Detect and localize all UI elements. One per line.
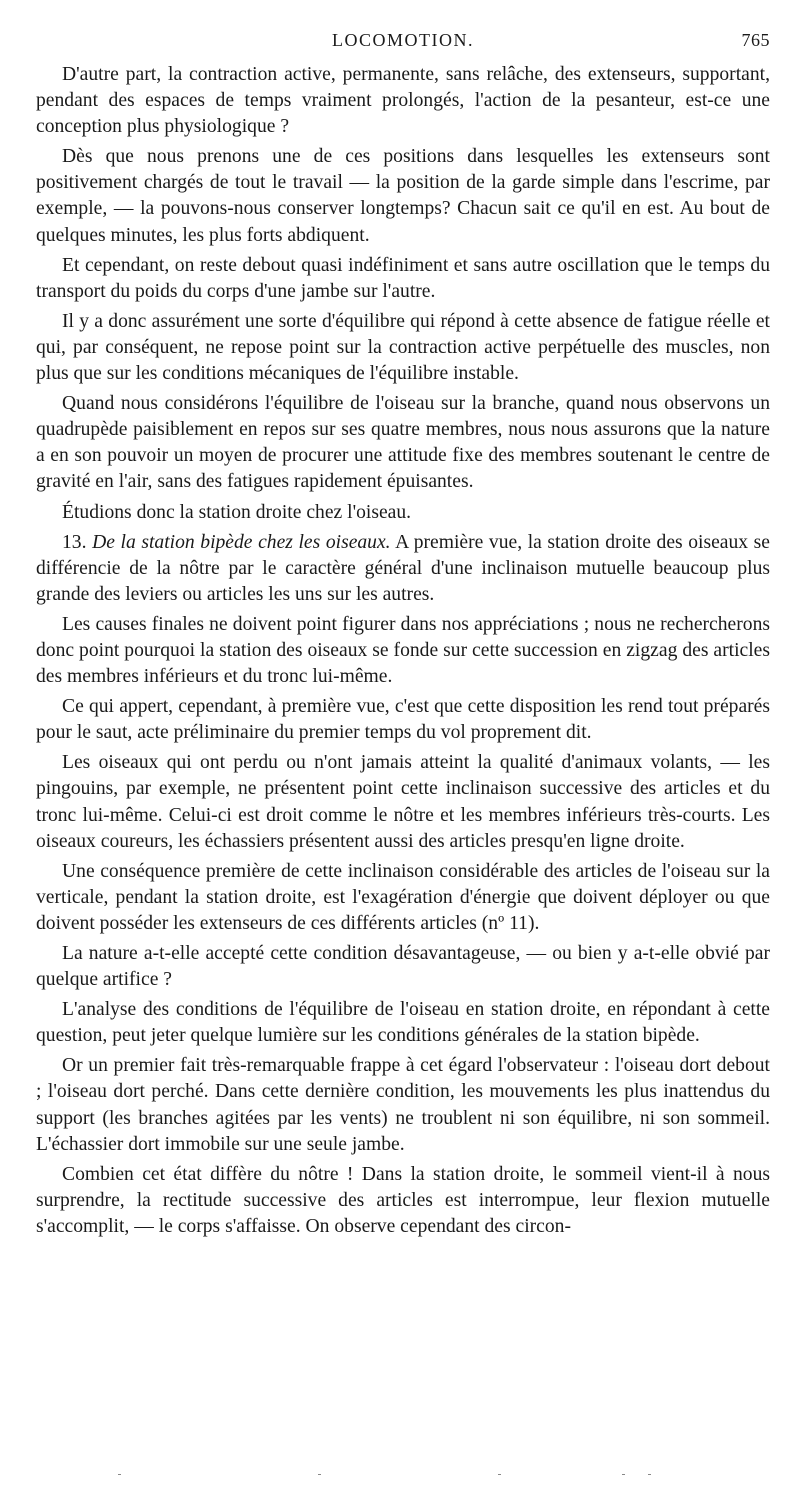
scan-specks <box>0 1474 800 1480</box>
paragraph: L'analyse des conditions de l'équilibre de l'oiseau en station droite, en répondant à cette question, peut jeter quelque lumière sur les conditions générales de la station bipède. <box>36 999 770 1047</box>
paragraph: Ce qui appert, cependant, à première vue, c'est que cette disposition les rend tout préparés pour le saut, acte préliminaire du premier temps du vol proprement dit. <box>36 696 770 744</box>
paragraph: Étudions donc la station droite chez l'oiseau. <box>62 501 412 523</box>
paragraph: Combien cet état diffère du nôtre ! Dans la station droite, le sommeil vient-il à nous surprendre, la rectitude successive des articles est interrompue, leur flexion mutuelle s'accomplit, — le corps s'affaisse. On observe cependant des circon- <box>36 1163 770 1237</box>
scan-speck <box>118 1474 121 1475</box>
body-text <box>36 62 770 1240</box>
section-paragraph <box>36 530 770 608</box>
running-title: LOCOMOTION. <box>332 30 474 50</box>
scan-speck <box>498 1474 501 1475</box>
paragraph: Et cependant, on reste debout quasi indéfiniment et sans autre oscillation que le temps du transport du poids du corps d'une jambe sur l'autre. <box>36 254 770 302</box>
paragraph: Or un premier fait très-remarquable frappe à cet égard l'observateur : l'oiseau dort debout ; l'oiseau dort perché. Dans cette dernière condition, les mouvements les plus inattendus du support (les branches agitées par les vents) ne troublent ni son équilibre, ni son sommeil. L'échassier dort immobile sur une seule jambe. <box>36 1055 770 1155</box>
section-title: De la station bipède chez les oiseaux. <box>92 531 391 553</box>
page-header <box>36 30 770 56</box>
scan-speck <box>318 1474 321 1475</box>
page-number: 765 <box>741 30 770 50</box>
paragraph: Il y a donc assurément une sorte d'équilibre qui répond à cette absence de fatigue réelle et qui, par conséquent, ne repose point sur la contraction active perpétuelle des muscles, non plus que sur les conditions mécaniques de l'équilibre instable. <box>36 310 770 385</box>
book-page <box>36 30 770 1244</box>
section-number: 13. <box>62 531 87 553</box>
section-text: A première vue, la station droite des oiseaux se différencie de la nôtre par le caractère général d'une inclinaison mutuelle beaucoup plus grande des leviers ou articles les uns sur les autres. <box>36 531 770 605</box>
scan-speck <box>648 1474 651 1475</box>
paragraph: Les causes finales ne doivent point figurer dans nos appréciations ; nous ne rechercherons donc point pourquoi la station des oiseaux se fonde sur cette succession en zigzag des articles des membres inférieurs et du tronc lui-même. <box>36 613 770 688</box>
paragraph: Dès que nous prenons une de ces positions dans lesquelles les extenseurs sont positivement chargés de tout le travail — la position de la garde simple dans l'escrime, par exemple, — la pouvons-nous conserver longtemps? Chacun sait ce qu'il en est. Au bout de quelques minutes, les plus forts abdiquent. <box>36 146 770 246</box>
paragraph: Quand nous considérons l'équilibre de l'oiseau sur la branche, quand nous observons un quadrupède paisiblement en repos sur ses quatre membres, nous nous assurons que la nature a en son pouvoir un moyen de procurer une attitude fixe des membres soutenant le centre de gravité en l'air, sans des fatigues rapidement épuisantes. <box>36 393 770 493</box>
paragraph: Les oiseaux qui ont perdu ou n'ont jamais atteint la qualité d'animaux volants, — les pingouins, par exemple, ne présentent point cette inclinaison successive des articles et du tronc lui-même. Celui-ci est droit comme le nôtre et les membres inférieurs très-courts. Les oiseaux coureurs, les échassiers présentent aussi des articles presqu'en ligne droite. <box>36 752 770 852</box>
paragraph: Une conséquence première de cette inclinaison considérable des articles de l'oiseau sur la verticale, pendant la station droite, est l'exagération d'énergie que doivent déployer ou que doivent posséder les extenseurs de ces différents articles (nº 11). <box>36 860 770 934</box>
scan-speck <box>622 1474 625 1475</box>
paragraph: La nature a-t-elle accepté cette condition désavantageuse, — ou bien y a-t-elle obvié par quelque artifice ? <box>36 943 770 991</box>
paragraph: D'autre part, la contraction active, permanente, sans relâche, des extenseurs, supportant, pendant des espaces de temps vraiment prolongés, l'action de la pesanteur, est-ce une conception plus physiologique ? <box>36 64 770 138</box>
